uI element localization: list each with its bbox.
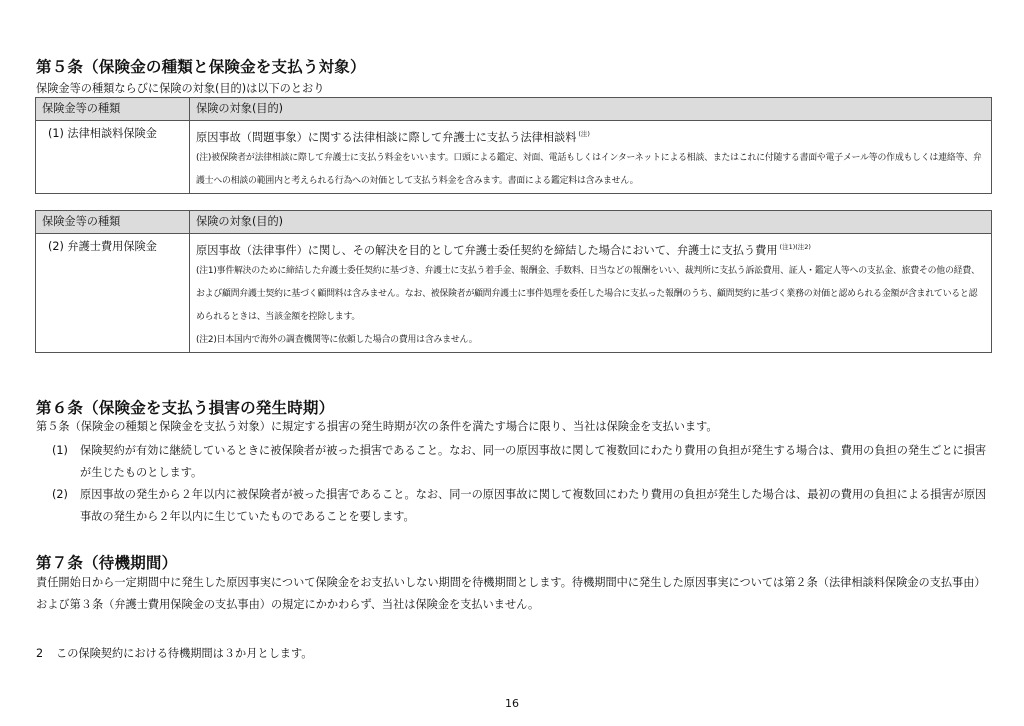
header-object: 保険の対象(目的) [190, 211, 992, 234]
object-cell [190, 234, 992, 353]
coverage-table-legal-consultation [35, 97, 992, 194]
list-item-number: (1) [52, 444, 68, 457]
paragraph-number: 2 [36, 647, 44, 660]
article-6-title: 第６条（保険金を支払う損害の発生時期） [36, 399, 335, 417]
table-row [36, 121, 992, 194]
article-7-paragraph-1: 責任開始日から一定期間中に発生した原因事実について保険金をお支払いしない期間を待機期間とします。待機期間中に発生した原因事実については第２条（法律相談料保険金の支払事由）および第３条（弁護士費用保険金の支払事由）の規定にかかわらず、当社は保険金を支払いません。 [36, 576, 986, 611]
header-kind: 保険金等の種類 [36, 211, 190, 234]
page-number: 16 [505, 697, 519, 710]
object-main-line [196, 238, 985, 260]
object-note-1: (注1)事件解決のために締結した弁護士委任契約に基づき、弁護士に支払う着手金、報酬金、手数料、日当などの報酬をいい、裁判所に支払う訴訟費用、証人・鑑定人等への支払金、旅費その他の経費、および顧問弁護士契約に基づく顧問料は含みません。なお、被保険者が顧問弁護士に事件処理を委任した場合に支払った報酬のうち、顧問契約に基づく業務の対価と認められる金額が含まれていると認められるときは、当該金額を控除します。 [196, 266, 980, 322]
list-item [52, 484, 992, 528]
object-note-2: (注2)日本国内で海外の調査機関等に依頼した場合の費用は含みません。 [196, 335, 478, 345]
kind-cell: (2) 弁護士費用保険金 [36, 234, 190, 353]
object-note: (注)被保険者が法律相談に際して弁護士に支払う料金をいいます。口頭による鑑定、対面、電話もしくはインターネットによる相談、またはこれに付随する書面や電子メール等の作成もしくは連絡等、弁護士への相談の範囲内と考えられる行為への対価として支払う料金を含みます。書面による鑑定料は含みません。 [196, 153, 982, 186]
article-6-intro: 第５条（保険金の種類と保険金を支払う対象）に規定する損害の発生時期が次の条件を満たす場合に限り、当社は保険金を支払います。 [36, 420, 718, 433]
article-5-intro: 保険金等の種類ならびに保険の対象(目的)は以下のとおり [36, 82, 325, 95]
header-kind: 保険金等の種類 [36, 98, 190, 121]
table-row [36, 234, 992, 353]
list-item-text: 保険契約が有効に継続しているときに被保険者が被った損害であること。なお、同一の原因事故に関して複数回にわたり費用の負担が発生する場合は、費用の負担の発生ごとに損害が生じたものとします。 [80, 444, 987, 479]
list-item-text: 原因事故の発生から２年以内に被保険者が被った損害であること。なお、同一の原因事故に関して複数回にわたり費用の負担が発生した場合は、最初の費用の負担による損害が原因事故の発生から２年以内に生じていたものであることを要します。 [80, 488, 987, 523]
object-text: 原因事故（問題事象）に関する法律相談に際して弁護士に支払う法律相談料 [196, 131, 577, 144]
article-7-paragraph-2 [36, 645, 312, 661]
paragraph-text: この保険契約における待機期間は３か月とします。 [56, 647, 313, 660]
article-5-title: 第５条（保険金の種類と保険金を支払う対象） [36, 58, 366, 76]
coverage-table-attorney-fees [35, 210, 992, 353]
table-header-row [36, 98, 992, 121]
article-7-title: 第７条（待機期間） [36, 554, 178, 572]
kind-cell: (1) 法律相談料保険金 [36, 121, 190, 194]
table-header-row [36, 211, 992, 234]
object-cell [190, 121, 992, 194]
header-object: 保険の対象(目的) [190, 98, 992, 121]
footnote-mark: (注1)(注2) [779, 243, 811, 251]
list-item-number: (2) [52, 488, 68, 501]
list-item [52, 440, 992, 484]
object-main-line [196, 125, 985, 147]
footnote-mark: (注) [578, 130, 590, 138]
object-text: 原因事故（法律事件）に関し、その解決を目的として弁護士委任契約を締結した場合において、弁護士に支払う費用 [196, 244, 778, 257]
